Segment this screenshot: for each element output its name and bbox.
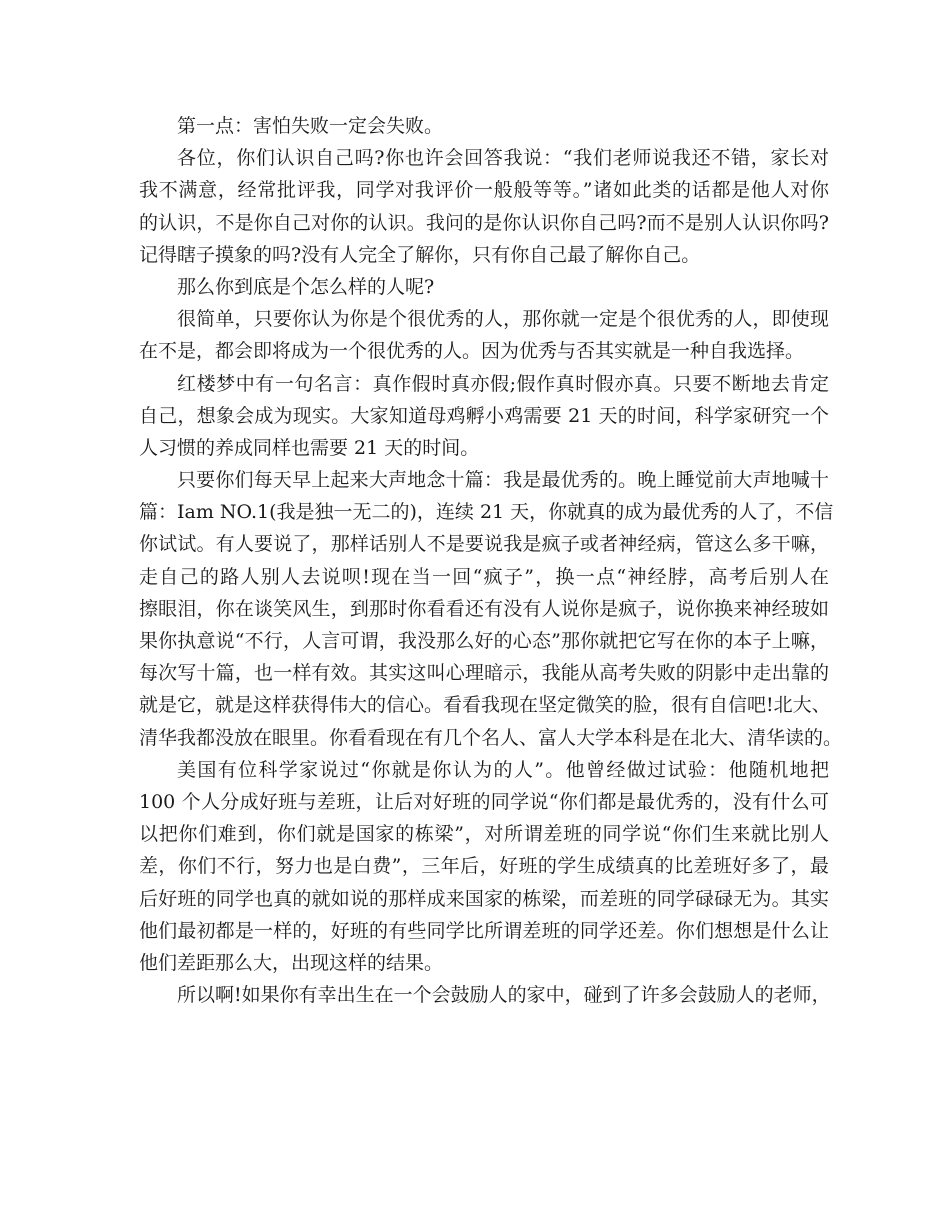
text-line: 各位，你们认识自己吗?你也许会回答我说：“我们老师说我还不错，家长对 (177, 147, 829, 170)
text-line: 红楼梦中有一句名言：真作假时真亦假;假作真时假亦真。只要不断地去肯定 (177, 372, 829, 395)
text-line: 差，你们不行，努力也是白费”，三年后，好班的学生成绩真的比差班好多了，最 (139, 855, 829, 878)
paragraph (139, 142, 829, 271)
text-line: 记得瞎子摸象的吗?没有人完全了解你，只有你自己最了解你自己。 (139, 243, 701, 266)
text-line: 他们差距那么大，出现这样的结果。 (139, 951, 444, 974)
paragraph (139, 464, 843, 754)
paragraph (139, 110, 829, 142)
paragraph (139, 368, 829, 465)
document-body (139, 110, 843, 1011)
paragraph (139, 271, 829, 303)
text-line: 很简单，只要你认为你是个很优秀的人，那你就一定是个很优秀的人，即使现 (177, 308, 829, 331)
text-line: 你试试。有人要说了，那样话别人不是要说我是疯子或者神经病，管这么多干嘛， (139, 533, 829, 556)
text-line: 那么你到底是个怎么样的人呢? (177, 275, 435, 298)
text-line: 只要你们每天早上起来大声地念十篇：我是最优秀的。晚上睡觉前大声地喊十 (177, 469, 829, 492)
text-line: 所以啊!如果你有幸出生在一个会鼓励人的家中，碰到了许多会鼓励人的老师， (177, 984, 831, 1007)
text-line: 以把你们难到，你们就是国家的栋梁”，对所谓差班的同学说“你们生来就比别人 (139, 823, 829, 846)
text-line: 100 个人分成好班与差班，让后对好班的同学说“你们都是最优秀的，没有什么可 (139, 790, 829, 813)
text-line: 清华我都没放在眼里。你看看现在有几个名人、富人大学本科是在北大、清华读的。 (139, 726, 843, 749)
paragraph (139, 303, 829, 367)
text-line: 就是它，就是这样获得伟大的信心。看看我现在坚定微笑的脸，很有自信吧!北大、 (139, 694, 831, 717)
text-line: 的认识，不是你自己对你的认识。我问的是你认识你自己吗?而不是别人认识你吗? (139, 211, 829, 234)
text-line: 后好班的同学也真的就如说的那样成来国家的栋梁，而差班的同学碌碌无为。其实 (139, 887, 829, 910)
text-line: 美国有位科学家说过“你就是你认为的人”。他曾经做过试验：他随机地把 (177, 758, 829, 781)
text-line: 擦眼泪，你在谈笑风生，到那时你看看还有没有人说你是疯子，说你换来神经玻如 (139, 597, 829, 620)
text-line: 自己，想象会成为现实。大家知道母鸡孵小鸡需要 21 天的时间，科学家研究一个 (139, 404, 829, 427)
text-line: 每次写十篇，也一样有效。其实这叫心理暗示，我能从高考失败的阴影中走出靠的 (139, 662, 829, 685)
text-line: 篇：Iam NO.1(我是独一无二的)，连续 21 天，你就真的成为最优秀的人了，不信 (139, 501, 834, 524)
text-line: 人习惯的养成同样也需要 21 天的时间。 (139, 436, 480, 459)
text-line: 走自己的路人别人去说呗!现在当一回“疯子”，换一点“神经脖，高考后别人在 (139, 565, 829, 588)
text-line: 他们最初都是一样的，好班的有些同学比所谓差班的同学还差。你们想想是什么让 (139, 919, 829, 942)
text-line: 果你执意说“不行，人言可谓，我没那么好的心态”那你就把它写在你的本子上嘛， (139, 630, 829, 652)
paragraph (139, 754, 829, 979)
text-line: 在不是，都会即将成为一个很优秀的人。因为优秀与否其实就是一种自我选择。 (139, 340, 805, 363)
text-line: 第一点：害怕失败一定会失败。 (177, 115, 444, 137)
paragraph (139, 979, 829, 1011)
text-line: 我不满意，经常批评我，同学对我评价一般般等等。”诸如此类的话都是他人对你 (139, 179, 829, 202)
